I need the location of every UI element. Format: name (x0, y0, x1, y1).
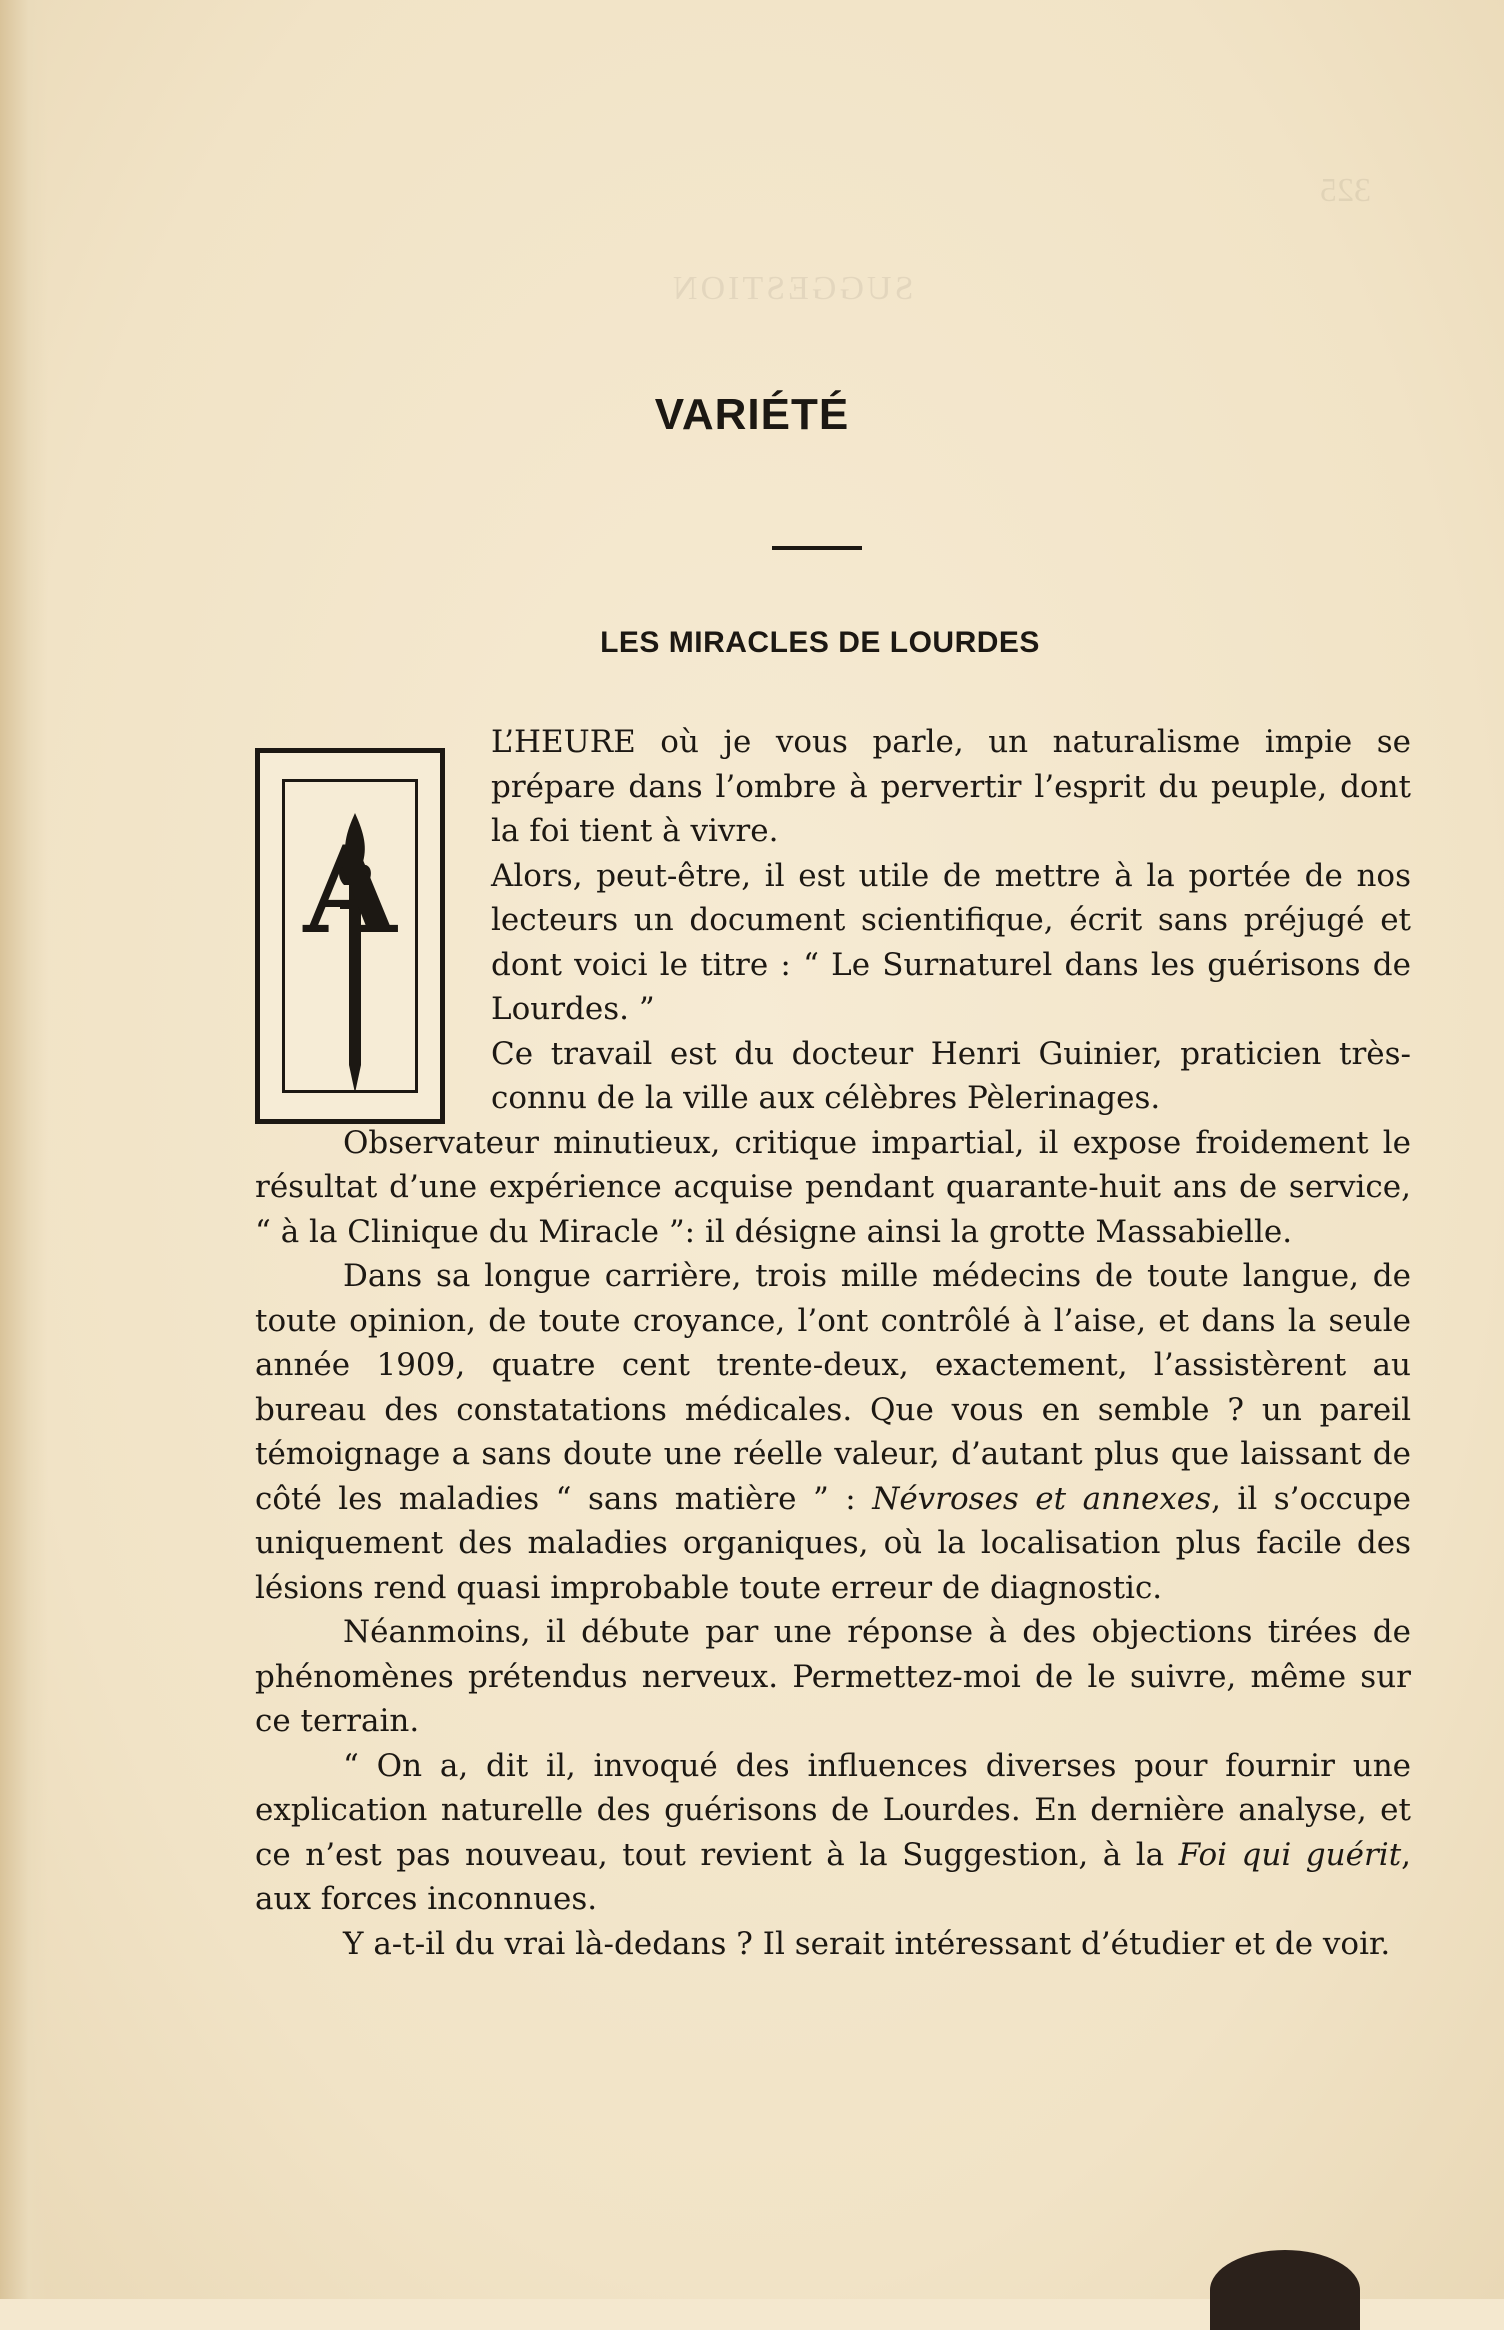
paragraph-4: Observateur minutieux, critique impartial, il expose froidement le résultat d’une expérience acquise pendant quarante-huit ans de service, “ à la Clinique du Miracle ”: il désigne ainsi la grotte Massabielle. (255, 1124, 1411, 1250)
paragraph-3: Ce travail est du docteur Henri Guinier, praticien très-connu de la ville aux célèbres Pèlerinages. (491, 1035, 1411, 1116)
paragraph-6: Néanmoins, il débute par une réponse à des objections tirées de phénomènes prétendus nerveux. Permettez-moi de le suivre, même sur ce terrain. (255, 1614, 1411, 1739)
drop-cap-wrap (491, 720, 1411, 1121)
paragraph-5 (255, 1254, 1411, 1610)
drop-cap-letter: A (303, 820, 397, 961)
paragraph-7-end: , aux forces inconnues. (255, 1836, 1412, 1917)
paragraph-7-start: “ On a, dit il, invoqué des influences diverses pour fournir une explication naturelle des guérisons de Lourdes. En dernière analyse, et ce n’est pas nouveau, tout revient à la Suggestion, à la (255, 1747, 1411, 1873)
paragraph-5-end: , il s’occupe uniquement des maladies organiques, où la localisation plus facile des lésions rend quasi improbable toute erreur de diagnostic. (255, 1480, 1412, 1606)
paragraph-2: Alors, peut-être, il est utile de mettre à la portée de nos lecteurs un document scientifique, écrit sans préjugé et dont voici le titre : “ Le Surnaturel dans les guérisons de Lourdes. ” (491, 857, 1411, 1027)
article-title: LES MIRACLES DE LOURDES (600, 626, 1040, 659)
page-gutter (0, 0, 48, 2299)
paragraph-5-start: Dans sa longue carrière, trois mille médecins de toute langue, de toute opinion, de toute croyance, l’ont contrôlé à l’aise, et dans la seule année 1909, quatre cent trente-deux, exactement, l’assistèrent au bureau des constatations médicales. Que vous en semble ? un pareil témoignage a sans doute une réelle valeur, d’autant plus que laissant de côté les maladies “ sans matière ” : (255, 1258, 1411, 1517)
show-through-header: SUGGESTION (670, 270, 914, 307)
page-edge-shadow (1210, 2250, 1360, 2330)
title-divider (772, 546, 862, 550)
paragraph-7 (255, 1744, 1411, 1922)
article-body (255, 720, 1411, 1966)
show-through-page-number: 325 (1320, 172, 1371, 209)
paragraph-7-italic: Foi qui guérit (1178, 1836, 1402, 1873)
paragraph-1: L’HEURE où je vous parle, un naturalisme impie se prépare dans l’ombre à pervertir l’esprit du peuple, dont la foi tient à vivre. (491, 724, 1411, 849)
paragraph-5-italic: Névroses et annexes (872, 1480, 1212, 1517)
paragraph-8: Y a-t-il du vrai là-dedans ? Il serait intéressant d’étudier et de voir. (343, 1925, 1391, 1962)
section-title: VARIÉTÉ (654, 390, 850, 439)
